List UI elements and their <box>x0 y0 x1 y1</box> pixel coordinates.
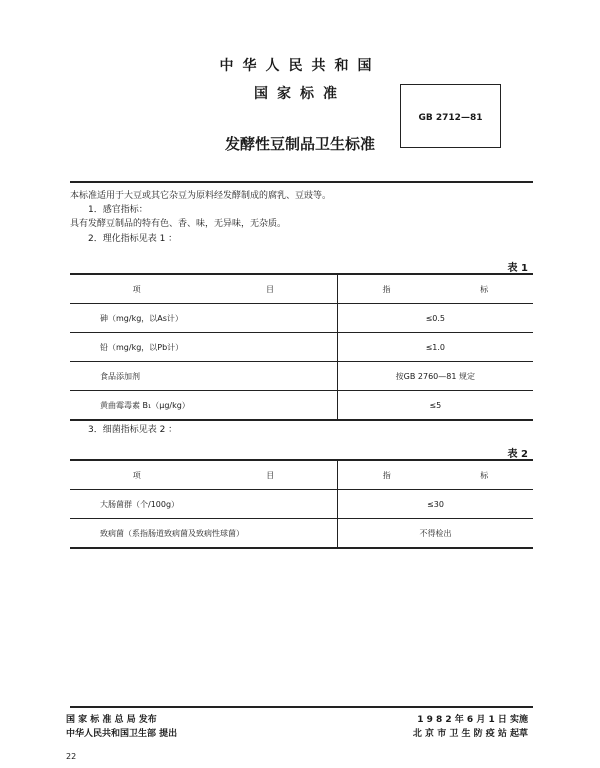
table-cell-value: ≤30 <box>338 490 534 519</box>
page-number: 22 <box>66 752 77 761</box>
table-row <box>70 304 533 333</box>
org-heading: 中华人民共和国 <box>219 58 381 74</box>
standard-type-heading: 国家标准 <box>254 86 346 102</box>
section2-heading: 2．理化指标见表 1 ： <box>88 234 178 244</box>
table-header-row <box>70 460 533 490</box>
table-row <box>70 519 533 549</box>
drafter-line: 北 京 市 卫 生 防 疫 站 起草 <box>412 729 528 739</box>
section1-text: 具有发酵豆制品的特有色、香、味，无异味，无杂质。 <box>70 219 287 229</box>
section1-heading: 1．感官指标： <box>88 205 148 215</box>
implementation-date-line: 1 9 8 2 年 6 月 1 日 实施 <box>417 715 528 725</box>
index-column-header: 指 标 <box>338 460 534 490</box>
table2-label: 表 2 <box>507 449 528 460</box>
table-row <box>70 362 533 391</box>
item-column-header: 项 目 <box>70 460 338 490</box>
header-divider <box>70 181 533 183</box>
table1 <box>70 273 533 421</box>
table-cell-item: 大肠菌群（个/100g） <box>70 490 338 519</box>
table-cell-value: 不得检出 <box>338 519 534 549</box>
index-column-header: 指 标 <box>337 274 533 304</box>
table-cell-value: 按GB 2760—81 规定 <box>337 362 533 391</box>
table-cell-item: 铅（mg/kg，以Pb计） <box>70 333 337 362</box>
document-title: 发酵性豆制品卫生标准 <box>224 135 375 153</box>
table-cell-item: 致病菌（系指肠道致病菌及致病性球菌） <box>70 519 338 549</box>
table-cell-value: ≤0.5 <box>337 304 533 333</box>
table-cell-item: 食品添加剂 <box>70 362 337 391</box>
footer-issuers <box>66 713 177 741</box>
section3-heading: 3．细菌指标见表 2 ： <box>88 425 178 435</box>
table-cell-value: ≤5 <box>337 391 533 421</box>
table-header-row <box>70 274 533 304</box>
intro-paragraph: 本标准适用于大豆或其它杂豆为原料经发酵制成的腐乳、豆豉等。 <box>70 191 332 201</box>
table-row <box>70 490 533 519</box>
proposer-line: 中华人民共和国卫生部 提出 <box>66 729 178 739</box>
table-cell-value: ≤1.0 <box>337 333 533 362</box>
table1-label: 表 1 <box>507 263 528 274</box>
table2 <box>70 459 533 549</box>
item-column-header: 项 目 <box>70 274 337 304</box>
table-cell-item: 砷（mg/kg，以As计） <box>70 304 337 333</box>
table-row <box>70 391 533 421</box>
footer-dates <box>413 713 528 741</box>
standard-number: GB 2712—81 <box>418 113 483 123</box>
table-row <box>70 333 533 362</box>
table-cell-item: 黄曲霉毒素 B₁（μg/kg） <box>70 391 337 421</box>
footer-divider <box>70 706 533 708</box>
issuer-line: 国 家 标 准 总 局 发布 <box>66 715 157 725</box>
